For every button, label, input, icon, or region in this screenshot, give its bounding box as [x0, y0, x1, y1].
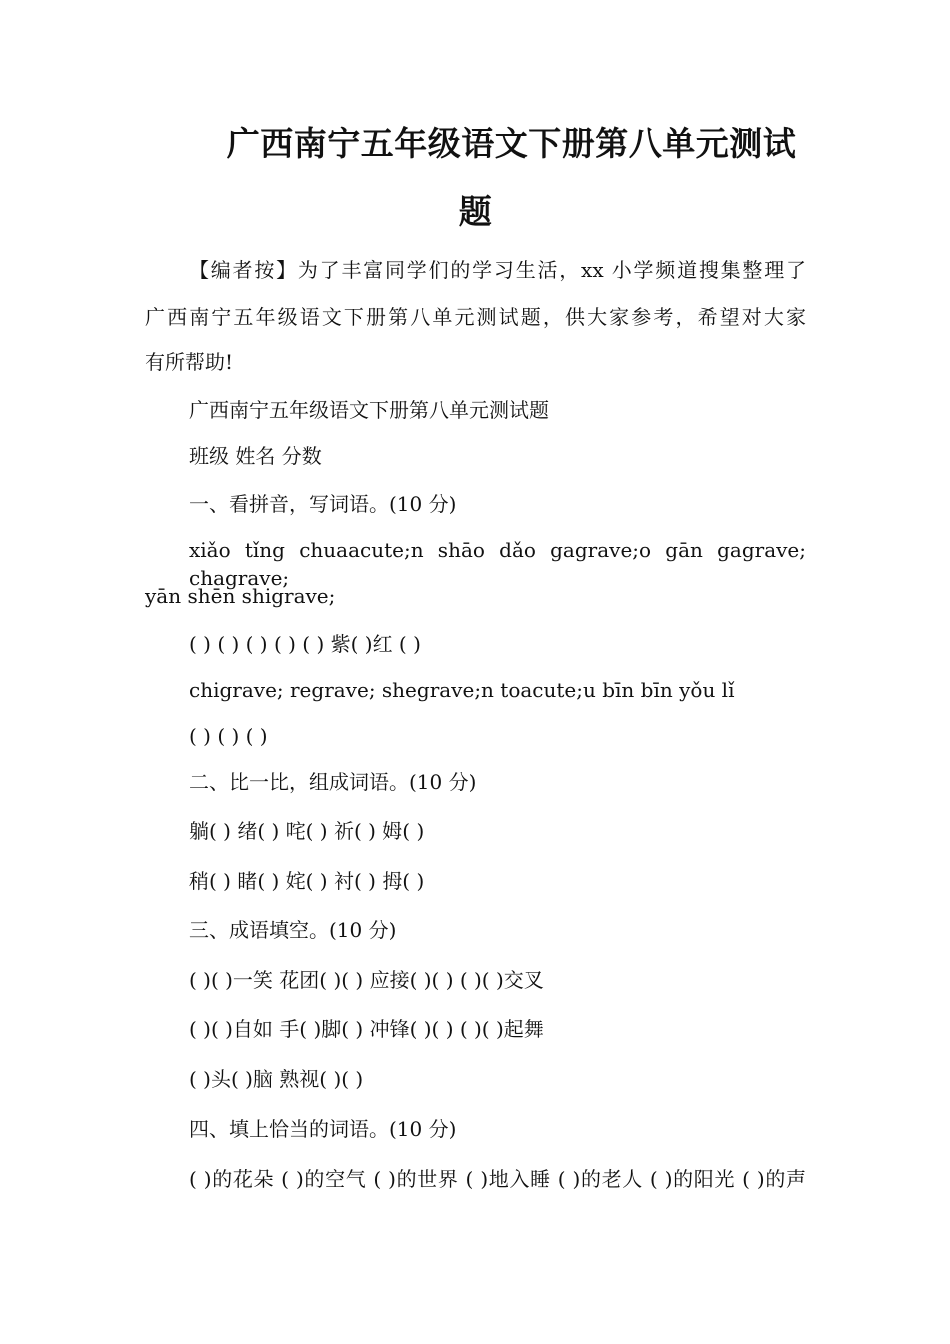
- section1-pinyin-line1: xiǎo tǐng chuaacute;n shāo dǎo gagrave;o gān gagrave; chagrave;: [189, 538, 806, 590]
- section2-row2: 稍( ) 睹( ) 姹( ) 衬( ) 拇( ): [189, 869, 425, 893]
- section4-row1: ( )的花朵 ( )的空气 ( )的世界 ( )地入睡 ( )的老人 ( )的阳光 ( )的声: [189, 1167, 806, 1191]
- info-line: 班级 姓名 分数: [189, 444, 322, 468]
- section2-heading: 二、比一比，组成词语。(10 分): [189, 770, 477, 794]
- section3-row2: ( )( )自如 手( )脚( ) 冲锋( )( ) ( )( )起舞: [189, 1017, 544, 1041]
- section3-row3: ( )头( )脑 熟视( )( ): [189, 1067, 364, 1091]
- section2-row1: 躺( ) 绪( ) 咤( ) 祈( ) 姆( ): [189, 819, 425, 843]
- intro-paragraph-line2: 广西南宁五年级语文下册第八单元测试题，供大家参考，希望对大家: [145, 305, 806, 329]
- document-title-line1: 广西南宁五年级语文下册第八单元测试: [226, 124, 797, 163]
- document-title-line2: 题: [458, 192, 493, 231]
- section3-row1: ( )( )一笑 花团( )( ) 应接( )( ) ( )( )交叉: [189, 968, 544, 992]
- section3-heading: 三、成语填空。(10 分): [189, 918, 397, 942]
- section1-blanks-line2: ( ) ( ) ( ): [189, 724, 268, 748]
- section1-pinyin-line1-continued: yān shēn shigrave;: [145, 584, 336, 608]
- subtitle: 广西南宁五年级语文下册第八单元测试题: [189, 398, 549, 422]
- intro-paragraph-line1: 【编者按】为了丰富同学们的学习生活，xx 小学频道搜集整理了: [189, 258, 806, 282]
- section1-pinyin-line2: chigrave; regrave; shegrave;n toacute;u bīn bīn yǒu lǐ: [189, 678, 735, 702]
- section1-heading: 一、看拼音，写词语。(10 分): [189, 492, 457, 516]
- intro-paragraph-line3: 有所帮助!: [145, 350, 234, 374]
- section4-heading: 四、填上恰当的词语。(10 分): [189, 1117, 457, 1141]
- section1-blanks-line1: ( ) ( ) ( ) ( ) ( ) 紫( )红 ( ): [189, 632, 421, 656]
